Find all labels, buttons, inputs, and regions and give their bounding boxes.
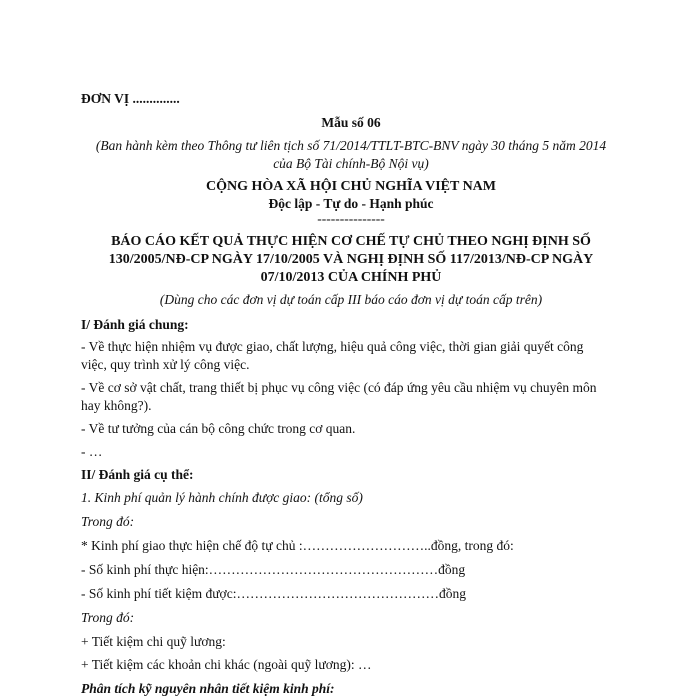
report-title-line2: 130/2005/NĐ-CP NGÀY 17/10/2005 VÀ NGHỊ ĐỊNH SỐ 117/2013/NĐ-CP NGÀY xyxy=(108,252,594,267)
issuance-note-line2: của Bộ Tài chính-Bộ Nội vụ) xyxy=(273,156,429,171)
save-salary-line: + Tiết kiệm chi quỹ lương: xyxy=(81,634,226,649)
section1-item4: - … xyxy=(81,444,103,459)
saved-fund-line: - Số kinh phí tiết kiệm được:………………………………………đồng xyxy=(81,586,466,601)
section1-item1-line1: - Về thực hiện nhiệm vụ được giao, chất lượng, hiệu quả công việc, thời gian giải quyết công xyxy=(81,339,584,354)
report-title-line1: BÁO CÁO KẾT QUẢ THỰC HIỆN CƠ CHẾ TỰ CHỦ THEO NGHỊ ĐỊNH SỐ xyxy=(111,234,591,249)
national-motto: Độc lập - Tự do - Hạnh phúc xyxy=(268,196,434,211)
unit-label: ĐƠN VỊ .............. xyxy=(81,91,180,106)
issuance-note-line1: (Ban hành kèm theo Thông tư liên tịch số 71/2014/TTLT-BTC-BNV ngày 30 tháng 5 năm 2014 xyxy=(95,138,607,153)
section1-item1-line2: việc, quy trình xử lý công việc. xyxy=(81,357,250,372)
report-title-line3: 07/10/2013 CỦA CHÍNH PHỦ xyxy=(260,270,442,285)
in-which-label-2: Trong đó: xyxy=(81,610,135,625)
section1-heading: I/ Đánh giá chung: xyxy=(81,317,189,332)
country-name: CỘNG HÒA XÃ HỘI CHỦ NGHĨA VIỆT NAM xyxy=(205,179,496,194)
spent-fund-line: - Số kinh phí thực hiện:……………………………………………đồng xyxy=(81,562,466,577)
document-page xyxy=(81,0,621,700)
section1-item2-line2: hay không?). xyxy=(81,398,152,413)
in-which-label-1: Trong đó: xyxy=(81,514,135,529)
section2-subheading1: 1. Kinh phí quản lý hành chính được giao: (tổng số) xyxy=(81,490,363,505)
autonomy-fund-line: * Kinh phí giao thực hiện chế độ tự chủ :………………………..đồng, trong đó: xyxy=(81,538,514,553)
form-number: Mẫu số 06 xyxy=(321,115,381,130)
section1-item2-line1: - Về cơ sở vật chất, trang thiết bị phục vụ công việc (có đáp ứng yêu cầu nhiệm vụ chuyên môn xyxy=(81,380,597,395)
saving-analysis-label: Phân tích kỹ nguyên nhân tiết kiệm kinh phí: xyxy=(81,681,335,696)
save-other-line: + Tiết kiệm các khoản chi khác (ngoài quỹ lương): … xyxy=(81,657,372,672)
motto-divider: --------------- xyxy=(317,211,385,226)
report-subtitle: (Dùng cho các đơn vị dự toán cấp III báo cáo đơn vị dự toán cấp trên) xyxy=(159,292,543,307)
section1-item3: - Về tư tưởng của cán bộ công chức trong cơ quan. xyxy=(81,421,356,436)
section2-heading: II/ Đánh giá cụ thể: xyxy=(81,467,194,482)
